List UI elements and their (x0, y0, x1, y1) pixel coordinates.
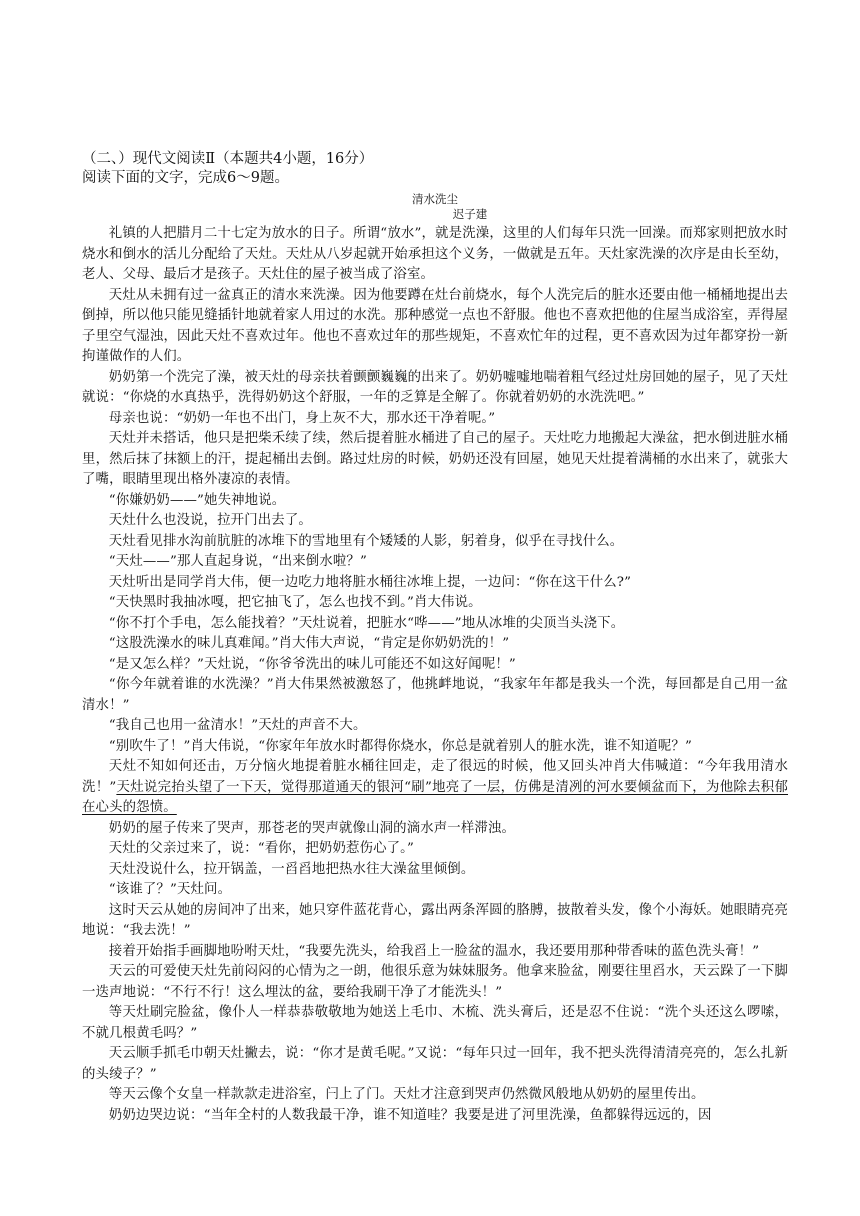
article-title: 清水洗尘 (412, 192, 458, 206)
paragraph: 这时天云从她的房间冲了出来，她只穿件蓝花背心，露出两条浑圆的胳膊，披散着头发，像个小海妖。她眼睛亮亮地说：“我去洗！” (82, 902, 788, 938)
paragraph: “这股洗澡水的味儿真难闻。”肖大伟大声说，“肯定是你奶奶洗的！” (108, 636, 510, 651)
paragraph: 礼镇的人把腊月二十七定为放水的日子。所谓“放水”，就是洗澡，这里的人们每年只洗一回澡。而郑家则把放水时烧水和倒水的活儿分配给了天灶。天灶从八岁起就开始承担这个义务，一做就是五年。天灶家洗澡的次序是由长至幼，老人、父母、最后才是孩子。天灶住的屋子被当成了浴室。 (82, 226, 788, 282)
reading-instruction: 阅读下面的文字，完成6～9题。 (82, 170, 289, 186)
paragraph: “你不打个手电，怎么能找着？”天灶说着，把脏水“哗——”地从冰堆的尖顶当头浇下。 (108, 615, 625, 631)
paragraph: “天快黑时我抽冰嘎，把它抽飞了，怎么也找不到。”肖大伟说。 (108, 595, 482, 610)
paragraph: 奶奶的屋子传来了哭声，那苍老的哭声就像山洞的滴水声一样滞浊。 (108, 820, 516, 836)
paragraph: 天灶什么也没说，拉开门出去了。 (108, 513, 312, 528)
paragraph: “别吹牛了！”肖大伟说，“你家年年放水时都得你烧水，你总是就着别人的脏水洗，谁不知道呢？” (108, 738, 692, 754)
paragraph: 天灶看见排水沟前肮脏的冰堆下的雪地里有个矮矮的人影，躬着身，似乎在寻找什么。 (108, 533, 624, 549)
article-body (82, 224, 788, 1126)
section-heading: （二、）现代文阅读Ⅱ（本题共4小题，16分） (82, 151, 374, 167)
paragraph: 天灶并未搭话，他只是把柴禾续了续，然后提着脏水桶进了自己的屋子。天灶吃力地搬起大澡盆，把水倒进脏水桶里，然后抹了抹额上的汗，提起桶出去倒。路过灶房的时候，奶奶还没有回屋，她见天灶提着满桶的水出来了，就张大了嘴，眼睛里现出格外凄凉的表情。 (82, 431, 788, 487)
paragraph: “天灶——”那人直起身说，“出来倒水啦？” (108, 554, 367, 569)
paragraph: “你今年就着谁的水洗澡？”肖大伟果然被激怒了，他挑衅地说，“我家年年都是我头一个洗，每回都是自己用一盆清水！” (82, 677, 788, 713)
paragraph: 等天云像个女皇一样款款走进浴室，闩上了门。天灶才注意到哭声仍然微风般地从奶奶的屋里传出。 (108, 1087, 705, 1102)
paragraph: 母亲也说：“奶奶一年也不出门，身上灰不大，那水还干净着呢。” (108, 410, 496, 426)
paragraph (82, 757, 788, 819)
paragraph: 奶奶第一个洗完了澡，被天灶的母亲扶着颤颤巍巍的出来了。奶奶嘘嘘地喘着粗气经过灶房回她的屋子，见了天灶就说：“你烧的水真热乎，洗得奶奶这个舒服，一年的乏算是全解了。你就着奶奶的水洗洗吧。” (82, 369, 788, 405)
paragraph: 天灶听出是同学肖大伟，便一边吃力地将脏水桶往冰堆上提，一边问：“你在这干什么?” (108, 574, 632, 590)
paragraph: 天灶从未拥有过一盆真正的清水来洗澡。因为他要蹲在灶台前烧水，每个人洗完后的脏水还要由他一桶桶地提出去倒掉，所以他只能见缝插针地就着家人用过的水洗。那种感觉一点也不舒服。他也不喜欢把他的住屋当成浴室，弄得屋子里空气湿浊，因此天灶不喜欢过年。他也不喜欢过年的那些规矩，不喜欢忙年的过程，更不喜欢因为过年都穿扮一新拘谨做作的人们。 (82, 287, 788, 364)
exam-page (82, 150, 788, 1126)
paragraph-text: 天灶不知如何还击，万分恼火地提着脏水桶往回走，走了很远的时候，他又回头冲肖大伟喊道：“今年我用清水洗！” (82, 759, 788, 795)
paragraph: “是又怎么样？”天灶说，“你爷爷洗出的味儿可能还不如这好闻呢！” (108, 656, 516, 672)
paragraph: 天灶的父亲过来了，说：“看你，把奶奶惹伤心了。” (108, 841, 414, 856)
paragraph: 天灶没说什么，拉开锅盖，一舀舀地把热水往大澡盆里倾倒。 (108, 861, 475, 877)
paragraph: 接着开始指手画脚地吩咐天灶，“我要先洗头，给我舀上一脸盆的温水，我还要用那种带香味的蓝色洗头膏！” (108, 943, 760, 959)
paragraph: 等天灶刷完脸盆，像仆人一样恭恭敬敬地为她送上毛巾、木梳、洗头膏后，还是忍不住说：“洗个头还这么啰嗦，不就几根黄毛吗？” (82, 1005, 788, 1041)
paragraph: “你嫌奶奶——”她失神地说。 (108, 492, 286, 508)
paragraph: 奶奶边哭边说：“当年全村的人数我最干净，谁不知道哇？我要是进了河里洗澡，鱼都躲得远远的，因 (108, 1107, 712, 1123)
paragraph: “该谁了？”天灶问。 (108, 882, 232, 897)
article-author: 迟子建 (452, 207, 488, 221)
paragraph: 天云顺手抓毛巾朝天灶撇去，说：“你才是黄毛呢。”又说：“每年只过一回年，我不把头洗得清清亮亮的，怎么扎新的头绫子？” (82, 1046, 788, 1082)
paragraph: 天云的可爱使天灶先前闷闷的心情为之一朗，他很乐意为妹妹服务。他拿来脸盆，刚要往里舀水，天云跺了一下脚一迭声地说：“不行不行！这么埋汰的盆，要给我刷干净了才能洗头！” (82, 964, 788, 1000)
underlined-sentence: 天灶说完抬头望了一下天，觉得那道通天的银河“刷”地亮了一层，仿佛是清冽的河水要倾盆而下，为他除去积郁在心头的怨愤。 (82, 779, 789, 815)
paragraph: “我自己也用一盆清水！”天灶的声音不大。 (108, 718, 367, 733)
